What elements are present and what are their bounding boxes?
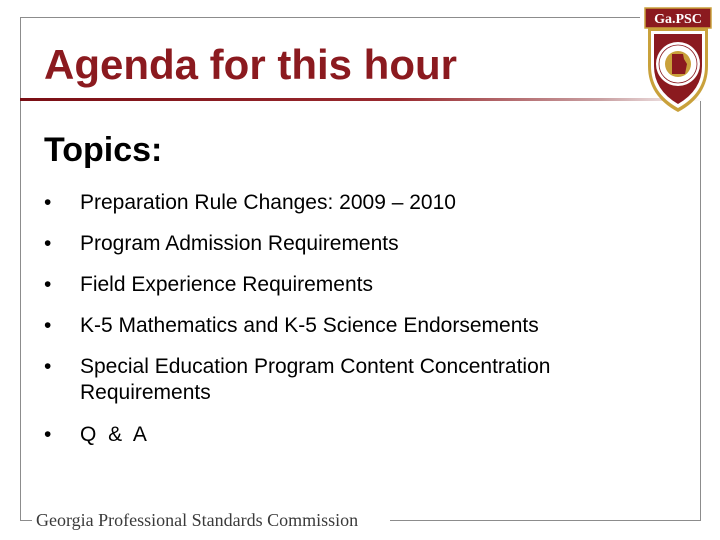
footer-organization: Georgia Professional Standards Commission	[36, 510, 359, 530]
list-item	[44, 422, 664, 448]
bullet-glyph: •	[44, 314, 52, 337]
bullet-glyph: •	[44, 232, 52, 255]
seal-label: Ga.PSC	[654, 12, 702, 27]
frame-bottom-line-right	[390, 520, 701, 521]
title-underline-rule	[20, 98, 704, 101]
gapsc-seal-icon	[642, 4, 714, 114]
list-item	[44, 231, 664, 257]
list-item-text: Program Admission Requirements	[80, 232, 399, 255]
frame-right-line	[700, 100, 701, 521]
frame-left-line	[20, 17, 21, 521]
frame-top-line	[20, 17, 640, 18]
bullet-glyph: •	[44, 191, 52, 214]
topics-heading: Topics:	[44, 131, 163, 169]
slide-title: Agenda for this hour	[44, 41, 457, 88]
bullet-glyph: •	[44, 423, 55, 446]
list-item-text: Preparation Rule Changes: 2009 – 2010	[80, 191, 456, 214]
list-item	[44, 190, 664, 216]
list-item-text: Field Experience Requirements	[80, 273, 373, 296]
list-item-text: Q & A	[80, 423, 150, 446]
bullet-glyph: •	[44, 355, 52, 378]
list-item-text: K-5 Mathematics and K-5 Science Endorsements	[80, 314, 539, 337]
bullet-glyph: •	[44, 273, 52, 296]
list-item	[44, 272, 664, 298]
list-item	[44, 354, 664, 406]
frame-bottom-line-left	[20, 520, 32, 521]
list-item-text: Special Education Program Content Concentration Requirements	[80, 355, 551, 404]
list-item	[44, 313, 664, 339]
topics-list	[44, 190, 664, 463]
